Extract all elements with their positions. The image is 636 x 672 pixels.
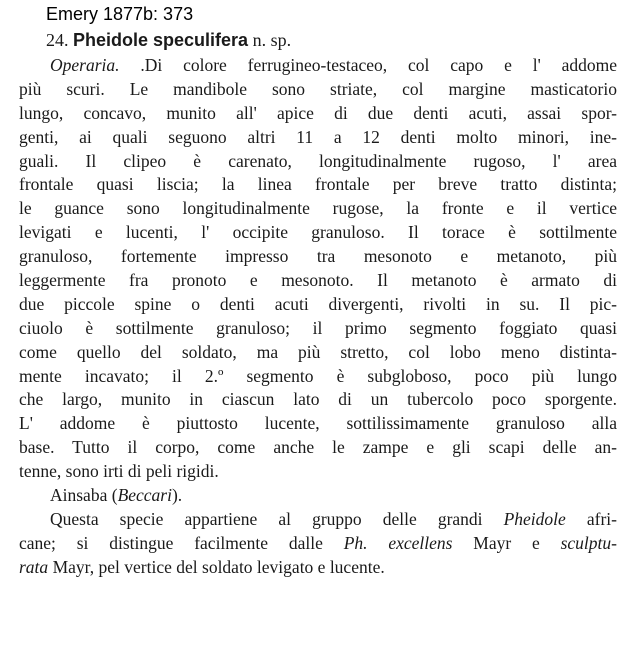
- text-line: [19, 412, 617, 436]
- text-line: [19, 556, 617, 580]
- text-line: [19, 54, 617, 78]
- text-line: [19, 317, 617, 341]
- line-text: come quello del soldato, ma più stretto, col lobo meno distinta-: [19, 341, 617, 362]
- line-text: mente incavato; il 2.º segmento è subgloboso, poco più lungo: [19, 365, 617, 386]
- text-line: [19, 341, 617, 365]
- text-line: [19, 436, 617, 460]
- text-line: [19, 102, 617, 126]
- line-text: ciuolo è sottilmente granuloso; il primo segmento foggiato quasi: [19, 317, 617, 338]
- remark-paragraph: [19, 508, 617, 580]
- line-text: Questa specie appartiene al gruppo delle grandi: [50, 508, 504, 529]
- line-text: Mayr, pel vertice del soldato levigato e lucente.: [48, 556, 385, 577]
- text-line: [19, 388, 617, 412]
- description-body: [19, 54, 617, 580]
- text-line: [19, 532, 617, 556]
- text-line: [19, 78, 617, 102]
- species-heading: [46, 30, 291, 51]
- line-text: che largo, munito in ciascun lato di un tubercolo poco sporgente.: [19, 389, 617, 410]
- text-line: [19, 126, 617, 150]
- line-text: guali. Il clipeo è carenato, longitudinalmente rugoso, l' area: [19, 150, 617, 171]
- line-text: levigati e lucenti, l' occipite granuloso. Il torace è sottilmente: [19, 222, 617, 243]
- line-text: frontale quasi liscia; la linea frontale per breve tratto distinta;: [19, 174, 617, 195]
- line-text: due piccole spine o denti acuti divergenti, rivolti in su. Il pic-: [19, 293, 617, 314]
- text-line: [19, 150, 617, 174]
- line-text: più scuri. Le mandibole sono striate, col margine masticatorio: [19, 78, 617, 99]
- text-line: [19, 245, 617, 269]
- line-text: le guance sono longitudinalmente rugose, la fronte e il vertice: [19, 198, 617, 219]
- text-line: [19, 221, 617, 245]
- text-line: [19, 365, 617, 389]
- line-text: tenne, sono irti di peli rigidi.: [19, 461, 219, 482]
- locality-end: ).: [171, 485, 183, 506]
- text-line: [19, 293, 617, 317]
- species-suffix: n. sp.: [252, 30, 292, 50]
- line-text: genti, ai quali seguono altri 11 a 12 denti molto minori, ine-: [19, 126, 617, 147]
- line-text: leggermente fra pronoto e mesonoto. Il metanoto è armato di: [19, 270, 617, 291]
- text-line: [19, 460, 617, 484]
- line-text: lungo, concavo, munito all' apice di due denti acuti, assai spor-: [19, 102, 617, 123]
- italic-term: rata: [19, 556, 49, 577]
- species-number: 24.: [46, 30, 69, 50]
- locality-place: Ainsaba (: [50, 485, 118, 506]
- line-text: .Di colore ferrugineo-testaceo, col capo e l' addome: [119, 55, 617, 75]
- line-text: cane; si distingue facilmente dalle: [19, 532, 344, 553]
- line-text: L' addome è piuttosto lucente, sottilissimamente granuloso alla: [19, 413, 617, 434]
- citation-header: Emery 1877b: 373: [46, 4, 194, 24]
- text-line: [19, 173, 617, 197]
- text-line: [19, 508, 617, 532]
- line-text: afri-: [565, 508, 617, 529]
- italic-term: sculptu-: [560, 532, 617, 553]
- locality-collector: Beccari: [117, 485, 172, 506]
- italic-term: Operaria.: [50, 55, 120, 75]
- line-text: Mayr e: [452, 532, 561, 553]
- line-text: granuloso, fortemente impresso tra mesonoto e metanoto, più: [19, 246, 617, 267]
- locality-line: [19, 484, 617, 508]
- description-paragraph: [19, 54, 617, 484]
- species-name: Pheidole speculifera: [73, 30, 249, 50]
- italic-term: Ph. excellens: [343, 532, 453, 553]
- italic-term: Pheidole: [503, 508, 566, 529]
- text-line: [19, 269, 617, 293]
- text-line: [19, 197, 617, 221]
- line-text: base. Tutto il corpo, come anche le zampe e gli scapi delle an-: [19, 437, 617, 458]
